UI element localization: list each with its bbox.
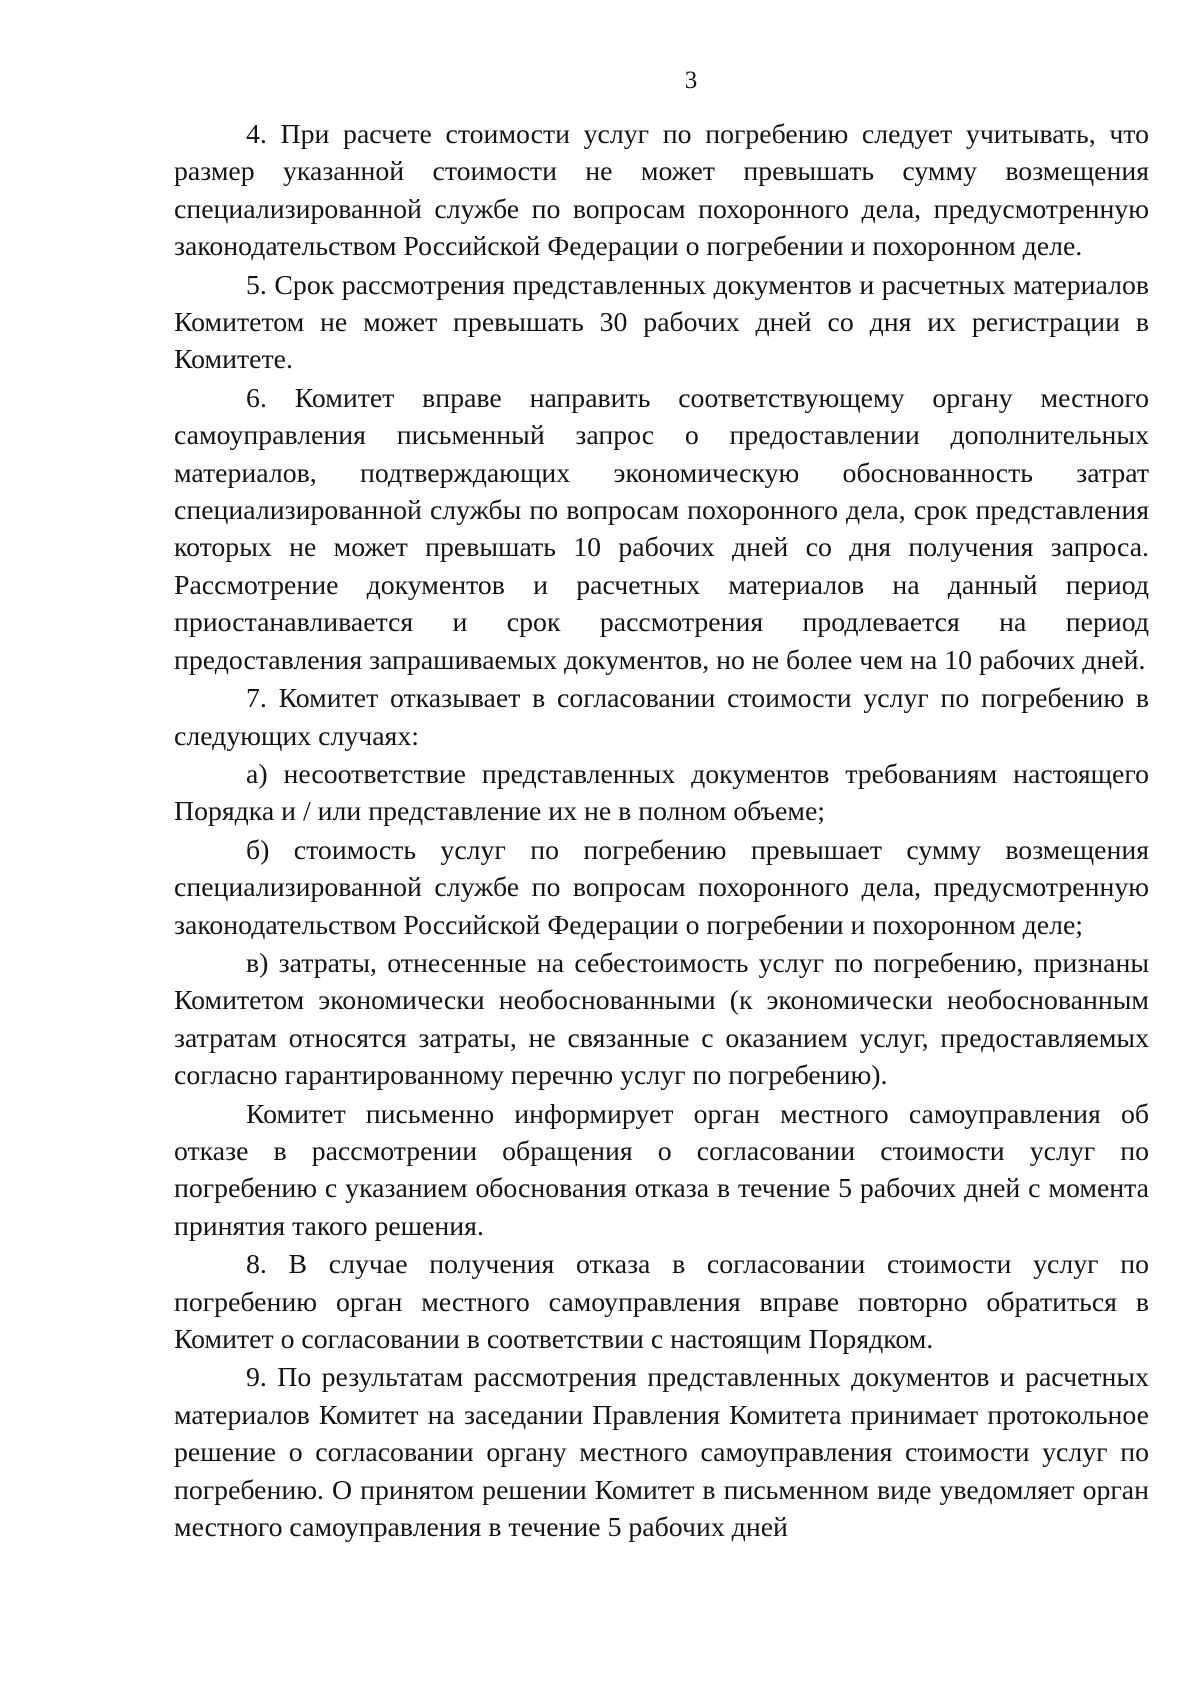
paragraph-item-7: 7. Комитет отказывает в согласовании стоимости услуг по погребению в следующих случаях: — [174, 683, 1149, 752]
page-number: 3 — [684, 67, 698, 94]
subparagraph-b: б) стоимость услуг по погребению превышает сумму возмещения специализированной службе по вопросам похоронного дела, предусмотренную законодательством Российской Федерации о погребении и похоронном деле; — [174, 834, 1149, 941]
document-body — [174, 116, 1149, 1547]
subparagraph-a: а) несоответствие представленных документов требованиям настоящего Порядка и / или представление их не в полном объеме; — [174, 758, 1149, 828]
paragraph-refusal-notice: Комитет письменно информирует орган местного самоуправления об отказе в рассмотрении обращения о согласовании стоимости услуг по погребению с указанием обоснования отказа в течение 5 рабочих дней с момента принятия такого решения. — [174, 1098, 1149, 1242]
paragraph-item-4: 4. При расчете стоимости услуг по погребению следует учитывать, что размер указанной стоимости не может превышать сумму возмещения специализированной службе по вопросам похоронного дела, предусмотренную законодательством Российской Федерации о погребении и похоронном деле. — [174, 119, 1149, 263]
paragraph-item-9: 9. По результатам рассмотрения представленных документов и расчетных материалов Комитет на заседании Правления Комитета принимает протокольное решение о согласовании органу местного самоуправления стоимости услуг по погребению. О принятом решении Комитет в письменном виде уведомляет орган местного самоуправления в течение 5 рабочих дней — [174, 1362, 1149, 1544]
subparagraph-v: в) затраты, отнесенные на себестоимость услуг по погребению, признаны Комитетом экономически необоснованными (к экономически необоснованным затратам относятся затраты, не связанные с оказанием услуг, предоставляемых согласно гарантированному перечню услуг по погребению). — [174, 947, 1149, 1092]
paragraph-item-8: 8. В случае получения отказа в согласовании стоимости услуг по погребению орган местного самоуправления вправе повторно обратиться в Комитет о согласовании в соответствии с настоящим Порядком. — [174, 1249, 1149, 1355]
paragraph-item-6: 6. Комитет вправе направить соответствующему органу местного самоуправления письменный запрос о предоставлении дополнительных материалов, подтверждающих экономическую обоснованность затрат специализированной службы по вопросам похоронного дела, срок представления которых не может превышать 10 рабочих дней со дня получения запроса. Рассмотрение документов и расчетных материалов на данный период приостанавливается и срок рассмотрения продлевается на период предоставления запрашиваемых документов, но не более чем на 10 рабочих дней. — [174, 382, 1149, 676]
paragraph-item-5: 5. Срок рассмотрения представленных документов и расчетных материалов Комитетом не может превышать 30 рабочих дней со дня их регистрации в Комитете. — [174, 269, 1149, 376]
